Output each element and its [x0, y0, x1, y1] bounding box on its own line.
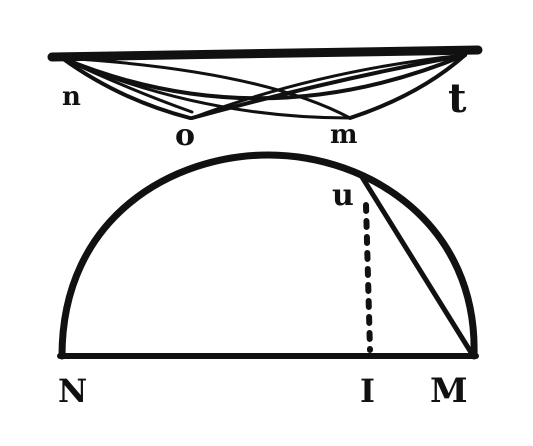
label-M: M [430, 371, 468, 411]
label-N: N [58, 372, 88, 410]
lower-figure [60, 155, 476, 356]
upper-figure [52, 50, 478, 118]
label-u: u [332, 178, 354, 213]
label-m: m [330, 120, 358, 150]
label-I: I [360, 372, 375, 410]
label-t: t [448, 75, 467, 122]
label-o: o [175, 118, 196, 153]
dotted-perpendicular [366, 205, 370, 350]
top-chord [52, 50, 478, 57]
label-n: n [62, 82, 81, 112]
